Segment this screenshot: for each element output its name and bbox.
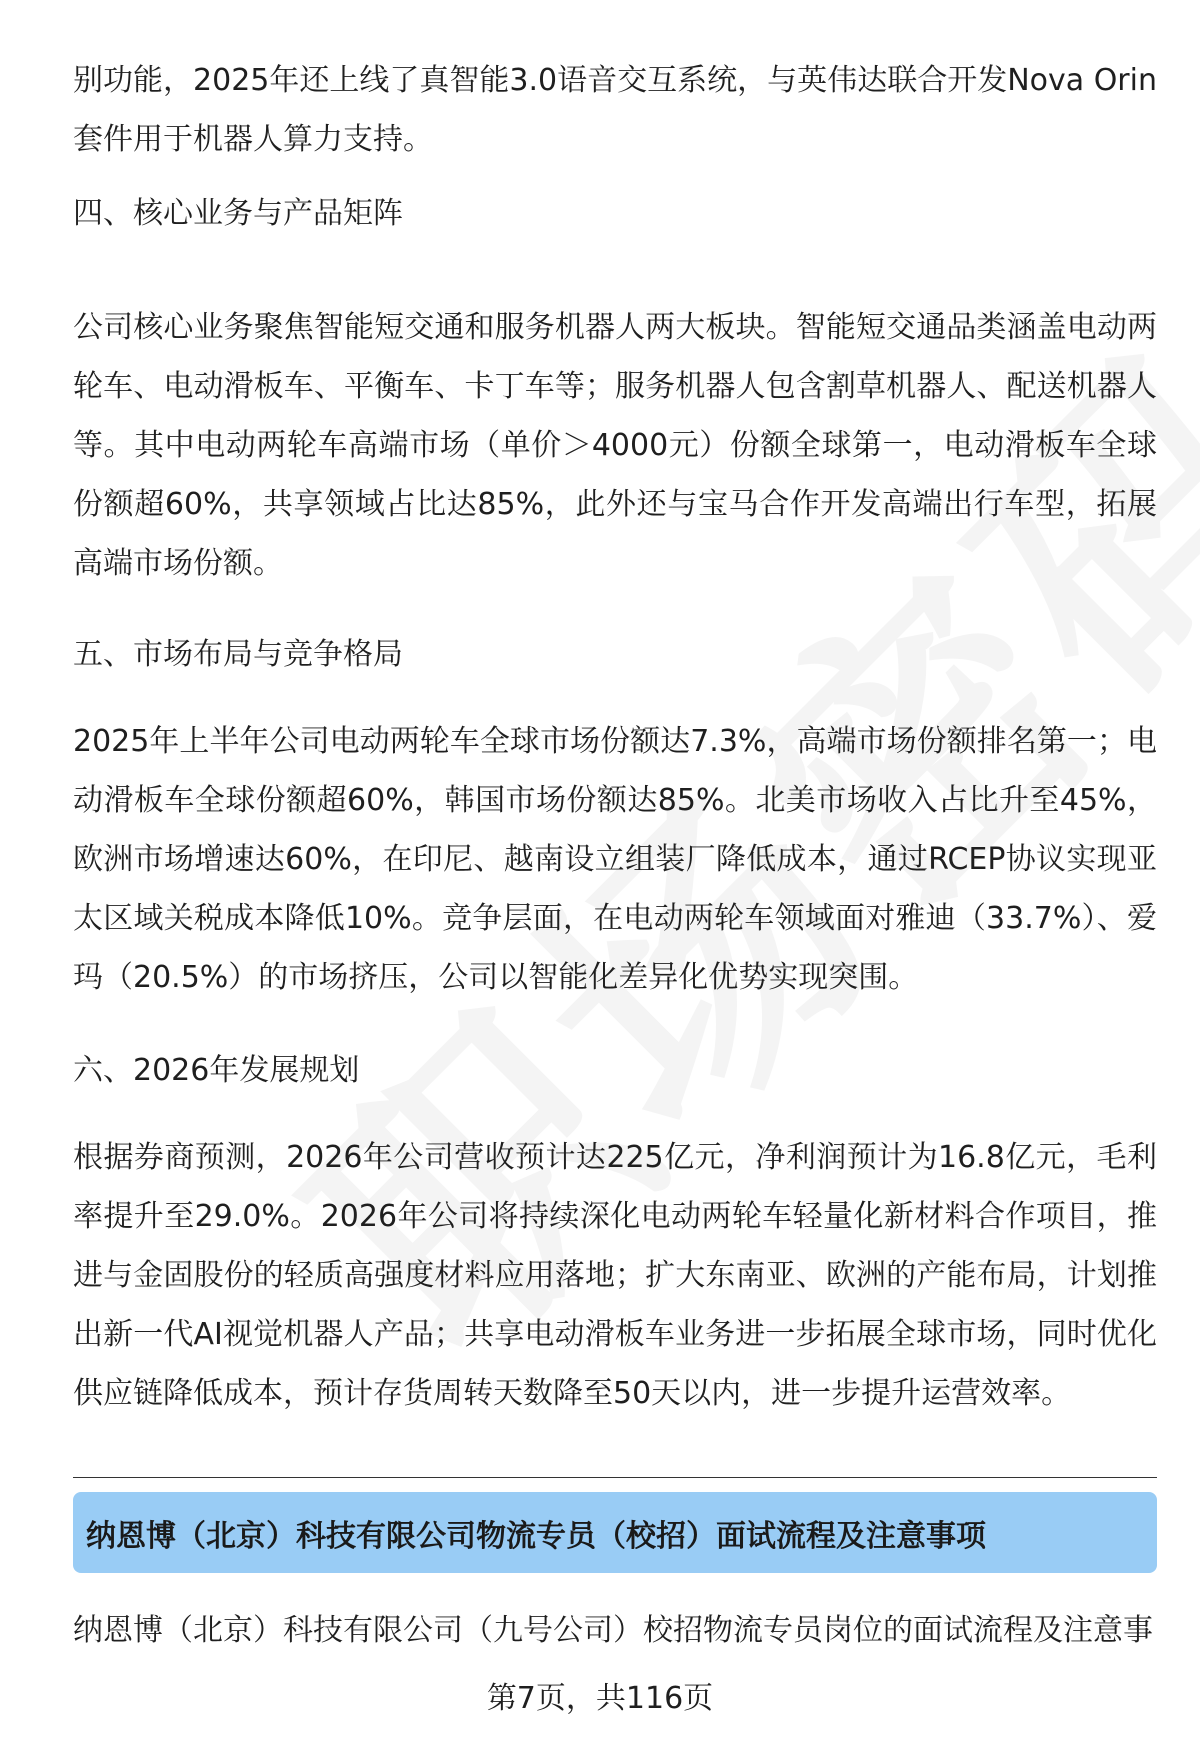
page-number: 第7页，共116页 bbox=[486, 1681, 714, 1716]
section-heading-6: 六、2026年发展规划 bbox=[73, 1053, 360, 1088]
section-heading-4: 四、核心业务与产品矩阵 bbox=[73, 196, 403, 231]
paragraph-core-business: 公司核心业务聚焦智能短交通和服务机器人两大板块。智能短交通品类涵盖电动两轮车、电动滑板车、平衡车、卡丁车等；服务机器人包含割草机器人、配送机器人等。其中电动两轮车高端市场（单价＞4000元）份额全球第一，电动滑板车全球份额超60%，共享领域占比达85%，此外还与宝马合作开发高端出行车型，拓展高端市场份额。 bbox=[73, 310, 1157, 581]
paragraph-next: 纳恩博（北京）科技有限公司（九号公司）校招物流专员岗位的面试流程及注意事 bbox=[73, 1613, 1153, 1648]
section-banner bbox=[73, 1492, 1157, 1573]
section-banner-title: 纳恩博（北京）科技有限公司物流专员（校招）面试流程及注意事项 bbox=[86, 1518, 986, 1554]
paragraph-market: 2025年上半年公司电动两轮车全球市场份额达7.3%，高端市场份额排名第一；电动滑板车全球份额超60%，韩国市场份额达85%。北美市场收入占比升至45%，欧洲市场增速达60%，在印尼、越南设立组装厂降低成本，通过RCEP协议实现亚太区域关税成本降低10%。竞争层面，在电动两轮车领域面对雅迪（33.7%）、爱玛（20.5%）的市场挤压，公司以智能化差异化优势实现突围。 bbox=[73, 724, 1157, 995]
paragraph-plan-2026: 根据券商预测，2026年公司营收预计达225亿元，净利润预计为16.8亿元，毛利率提升至29.0%。2026年公司将持续深化电动两轮车轻量化新材料合作项目，推进与金固股份的轻质高强度材料应用落地；扩大东南亚、欧洲的产能布局，计划推出新一代AI视觉机器人产品；共享电动滑板车业务进一步拓展全球市场，同时优化供应链降低成本，预计存货周转天数降至50天以内，进一步提升运营效率。 bbox=[73, 1140, 1157, 1411]
section-heading-5: 五、市场布局与竞争格局 bbox=[73, 637, 403, 672]
section-divider bbox=[73, 1477, 1157, 1478]
paragraph-intro: 别功能，2025年还上线了真智能3.0语音交互系统，与英伟达联合开发Nova Orin套件用于机器人算力支持。 bbox=[73, 63, 1157, 157]
